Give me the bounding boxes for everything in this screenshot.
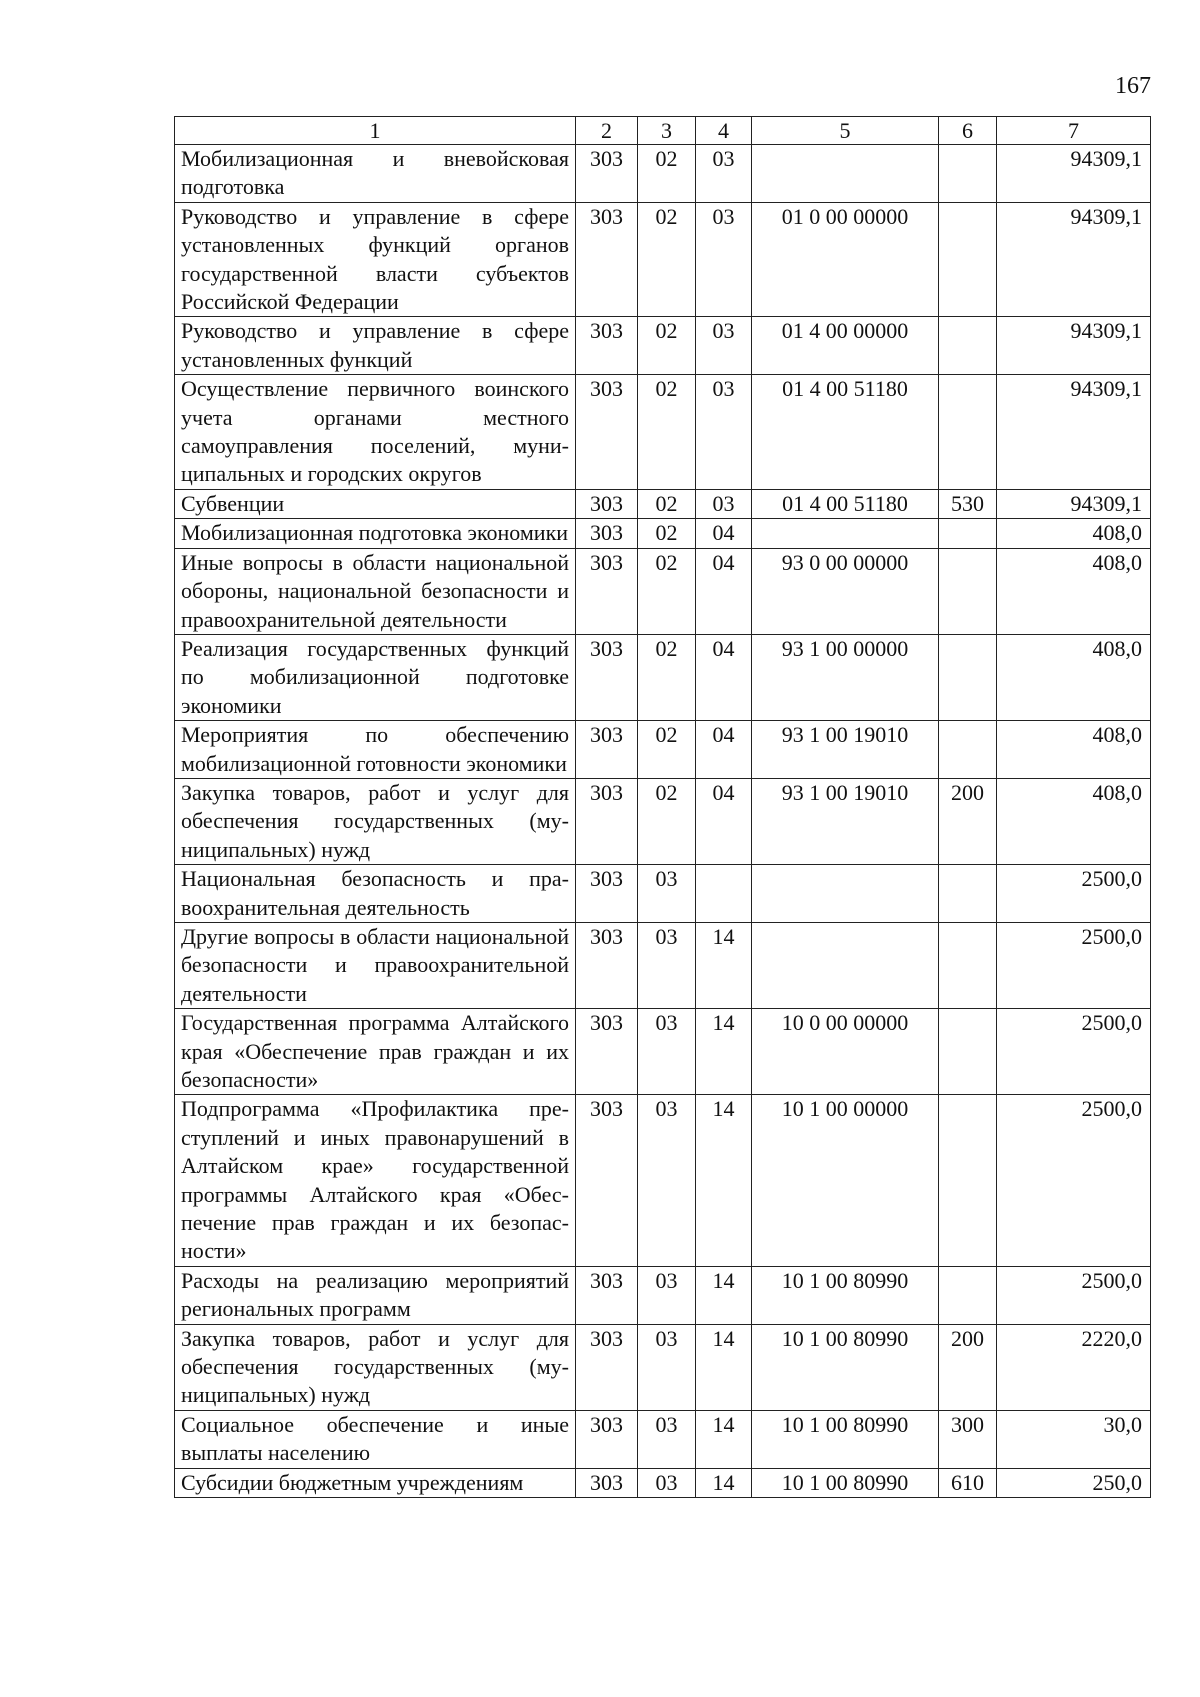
- row-amount: 408,0: [997, 519, 1151, 548]
- row-target-article: 10 1 00 80990: [752, 1468, 939, 1497]
- row-target-article: 01 0 00 00000: [752, 202, 939, 317]
- row-name: Расходы на реализацию мероприятий региональных программ: [175, 1266, 576, 1324]
- table-row: [175, 778, 1151, 864]
- row-expense-type: [939, 1266, 997, 1324]
- row-expense-type: [939, 375, 997, 490]
- row-amount: 94309,1: [997, 375, 1151, 490]
- row-admin-code: 303: [576, 778, 638, 864]
- row-amount: 94309,1: [997, 145, 1151, 203]
- row-amount: 250,0: [997, 1468, 1151, 1497]
- row-section-code: 03: [638, 865, 696, 923]
- row-admin-code: 303: [576, 922, 638, 1008]
- row-name: Государственная программа Алтайского края «Обеспечение прав граждан и их безопасности»: [175, 1009, 576, 1095]
- header-col-1: 1: [175, 117, 576, 145]
- table-row: [175, 721, 1151, 779]
- row-target-article: 93 1 00 00000: [752, 634, 939, 720]
- table-row: [175, 548, 1151, 634]
- row-expense-type: 610: [939, 1468, 997, 1497]
- table-row: [175, 1410, 1151, 1468]
- row-section-code: 02: [638, 202, 696, 317]
- row-subsection-code: 14: [696, 1009, 752, 1095]
- row-target-article: 93 1 00 19010: [752, 778, 939, 864]
- row-name: Осуществление первичного воинского учета органами местного самоуправления поселений, муниципальных и городских округов: [175, 375, 576, 490]
- header-col-7: 7: [997, 117, 1151, 145]
- row-amount: 94309,1: [997, 317, 1151, 375]
- row-target-article: 01 4 00 00000: [752, 317, 939, 375]
- budget-table-body: [175, 117, 1151, 1498]
- row-section-code: 03: [638, 1324, 696, 1410]
- row-target-article: 10 0 00 00000: [752, 1009, 939, 1095]
- row-admin-code: 303: [576, 1468, 638, 1497]
- row-subsection-code: 04: [696, 778, 752, 864]
- row-name: Субвенции: [175, 489, 576, 518]
- row-section-code: 02: [638, 375, 696, 490]
- row-subsection-code: 03: [696, 317, 752, 375]
- row-section-code: 03: [638, 1410, 696, 1468]
- row-subsection-code: 03: [696, 489, 752, 518]
- row-expense-type: [939, 1095, 997, 1266]
- row-name: Иные вопросы в области национальной обороны, национальной безопасности и правоохранительной деятельности: [175, 548, 576, 634]
- row-amount: 408,0: [997, 634, 1151, 720]
- row-amount: 2500,0: [997, 865, 1151, 923]
- row-subsection-code: 14: [696, 1324, 752, 1410]
- row-admin-code: 303: [576, 1266, 638, 1324]
- row-section-code: 03: [638, 1468, 696, 1497]
- row-expense-type: [939, 548, 997, 634]
- row-name: Реализация государственных функций по мобилизационной подготовке экономики: [175, 634, 576, 720]
- row-section-code: 02: [638, 489, 696, 518]
- row-target-article: 10 1 00 00000: [752, 1095, 939, 1266]
- row-name: Другие вопросы в области национальной безопасности и правоохранительной деятельности: [175, 922, 576, 1008]
- table-row: [175, 1095, 1151, 1266]
- row-admin-code: 303: [576, 1410, 638, 1468]
- row-expense-type: [939, 634, 997, 720]
- row-admin-code: 303: [576, 145, 638, 203]
- row-expense-type: [939, 519, 997, 548]
- row-section-code: 03: [638, 1095, 696, 1266]
- row-admin-code: 303: [576, 865, 638, 923]
- row-amount: 94309,1: [997, 202, 1151, 317]
- row-section-code: 02: [638, 145, 696, 203]
- row-target-article: [752, 865, 939, 923]
- row-expense-type: [939, 1009, 997, 1095]
- row-expense-type: [939, 317, 997, 375]
- row-name: Закупка товаров, работ и услуг для обеспечения государственных (муниципальных) нужд: [175, 1324, 576, 1410]
- row-subsection-code: 14: [696, 1095, 752, 1266]
- table-row: [175, 375, 1151, 490]
- row-expense-type: [939, 202, 997, 317]
- row-admin-code: 303: [576, 634, 638, 720]
- row-expense-type: [939, 865, 997, 923]
- row-subsection-code: 03: [696, 202, 752, 317]
- row-admin-code: 303: [576, 489, 638, 518]
- row-target-article: 10 1 00 80990: [752, 1266, 939, 1324]
- row-amount: 2500,0: [997, 1095, 1151, 1266]
- table-row: [175, 489, 1151, 518]
- table-row: [175, 317, 1151, 375]
- row-amount: 30,0: [997, 1410, 1151, 1468]
- row-amount: 94309,1: [997, 489, 1151, 518]
- row-name: Мобилизационная и вневойсковая подготовка: [175, 145, 576, 203]
- row-subsection-code: [696, 865, 752, 923]
- row-section-code: 03: [638, 1266, 696, 1324]
- header-col-3: 3: [638, 117, 696, 145]
- row-subsection-code: 04: [696, 519, 752, 548]
- row-amount: 2500,0: [997, 1009, 1151, 1095]
- row-target-article: 10 1 00 80990: [752, 1410, 939, 1468]
- table-row: [175, 1266, 1151, 1324]
- header-col-2: 2: [576, 117, 638, 145]
- row-name: Субсидии бюджетным учреждениям: [175, 1468, 576, 1497]
- row-amount: 408,0: [997, 548, 1151, 634]
- row-name: Мероприятия по обеспечению мобилизационной готовности экономики: [175, 721, 576, 779]
- row-subsection-code: 14: [696, 1410, 752, 1468]
- row-expense-type: 200: [939, 1324, 997, 1410]
- page-number: 167: [1115, 73, 1151, 99]
- table-header-row: [175, 117, 1151, 145]
- row-section-code: 02: [638, 317, 696, 375]
- row-name: Мобилизационная подготовка экономики: [175, 519, 576, 548]
- row-subsection-code: 04: [696, 721, 752, 779]
- row-admin-code: 303: [576, 1009, 638, 1095]
- row-amount: 2220,0: [997, 1324, 1151, 1410]
- row-subsection-code: 03: [696, 375, 752, 490]
- row-target-article: 93 1 00 19010: [752, 721, 939, 779]
- row-name: Подпрограмма «Профилактика преступлений и иных правонарушений в Алтайском крае» государственной программы Алтайского края «Обеспечение прав граждан и их безопасности»: [175, 1095, 576, 1266]
- table-row: [175, 145, 1151, 203]
- row-expense-type: [939, 145, 997, 203]
- table-row: [175, 922, 1151, 1008]
- row-subsection-code: 03: [696, 145, 752, 203]
- row-target-article: 93 0 00 00000: [752, 548, 939, 634]
- row-subsection-code: 14: [696, 1266, 752, 1324]
- row-section-code: 02: [638, 548, 696, 634]
- header-col-4: 4: [696, 117, 752, 145]
- header-col-5: 5: [752, 117, 939, 145]
- row-expense-type: 200: [939, 778, 997, 864]
- row-section-code: 03: [638, 1009, 696, 1095]
- table-row: [175, 1324, 1151, 1410]
- row-admin-code: 303: [576, 1324, 638, 1410]
- row-name: Национальная безопасность и правоохранительная деятельность: [175, 865, 576, 923]
- row-amount: 408,0: [997, 778, 1151, 864]
- row-section-code: 02: [638, 721, 696, 779]
- row-subsection-code: 04: [696, 548, 752, 634]
- budget-table: [174, 116, 1151, 1498]
- row-expense-type: 530: [939, 489, 997, 518]
- row-name: Руководство и управление в сфере установленных функций: [175, 317, 576, 375]
- row-target-article: [752, 519, 939, 548]
- row-name: Социальное обеспечение и иные выплаты населению: [175, 1410, 576, 1468]
- row-amount: 2500,0: [997, 1266, 1151, 1324]
- row-subsection-code: 14: [696, 1468, 752, 1497]
- row-section-code: 03: [638, 922, 696, 1008]
- row-amount: 408,0: [997, 721, 1151, 779]
- row-admin-code: 303: [576, 519, 638, 548]
- row-expense-type: [939, 922, 997, 1008]
- row-target-article: [752, 145, 939, 203]
- row-expense-type: 300: [939, 1410, 997, 1468]
- row-section-code: 02: [638, 778, 696, 864]
- table-row: [175, 1009, 1151, 1095]
- row-target-article: 01 4 00 51180: [752, 489, 939, 518]
- row-admin-code: 303: [576, 375, 638, 490]
- row-target-article: 10 1 00 80990: [752, 1324, 939, 1410]
- row-target-article: 01 4 00 51180: [752, 375, 939, 490]
- row-expense-type: [939, 721, 997, 779]
- row-admin-code: 303: [576, 721, 638, 779]
- row-admin-code: 303: [576, 548, 638, 634]
- row-target-article: [752, 922, 939, 1008]
- table-row: [175, 1468, 1151, 1497]
- table-row: [175, 634, 1151, 720]
- header-col-6: 6: [939, 117, 997, 145]
- table-row: [175, 865, 1151, 923]
- table-row: [175, 519, 1151, 548]
- row-section-code: 02: [638, 519, 696, 548]
- row-name: Закупка товаров, работ и услуг для обеспечения государственных (муниципальных) нужд: [175, 778, 576, 864]
- row-subsection-code: 04: [696, 634, 752, 720]
- row-admin-code: 303: [576, 202, 638, 317]
- row-admin-code: 303: [576, 317, 638, 375]
- row-subsection-code: 14: [696, 922, 752, 1008]
- row-amount: 2500,0: [997, 922, 1151, 1008]
- table-row: [175, 202, 1151, 317]
- row-admin-code: 303: [576, 1095, 638, 1266]
- row-section-code: 02: [638, 634, 696, 720]
- row-name: Руководство и управление в сфере установленных функций органов государственной власти субъектов Российской Федерации: [175, 202, 576, 317]
